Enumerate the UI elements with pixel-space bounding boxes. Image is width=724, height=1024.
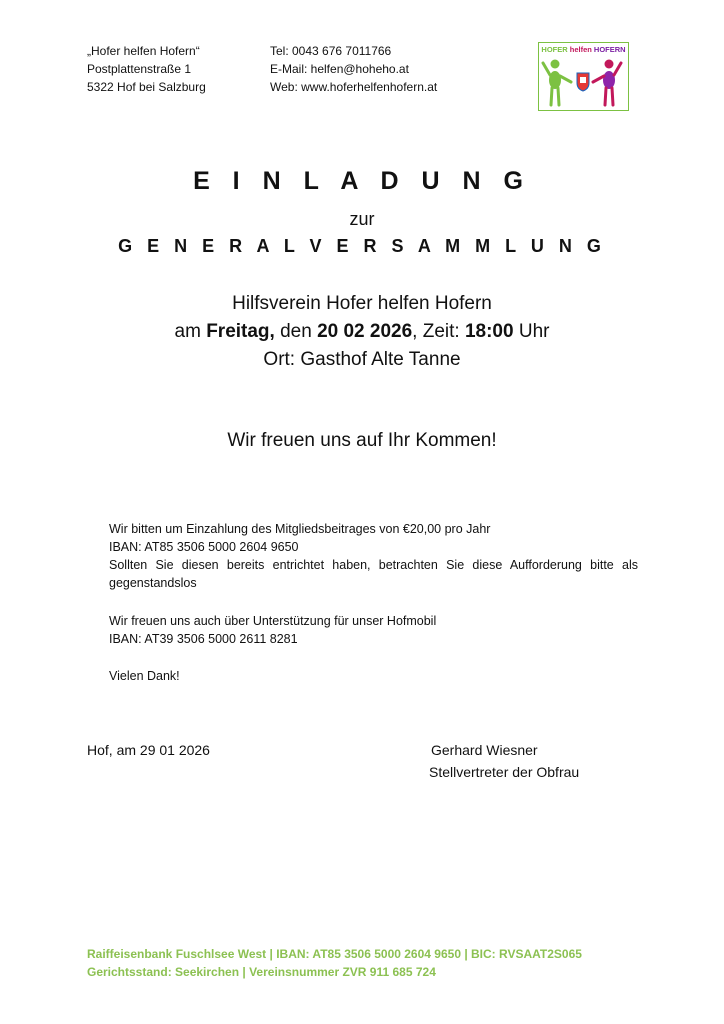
association-logo — [538, 42, 629, 111]
footer-bank-details: Raiffeisenbank Fuschlsee West | IBAN: AT85 3506 5000 2604 9650 | BIC: RVSAAT2S065 — [87, 947, 582, 961]
sender-address — [87, 42, 206, 96]
donation-iban: IBAN: AT39 3506 5000 2611 8281 — [109, 632, 298, 646]
logo-wordmark: HOFER helfen HOFERN — [541, 45, 626, 54]
people-figures-icon — [539, 55, 627, 111]
contact-phone: Tel: 0043 676 7011766 — [270, 44, 392, 58]
fee-request: Wir bitten um Einzahlung des Mitgliedsbeitrages von €20,00 pro Jahr — [109, 522, 491, 536]
contact-email: E-Mail: helfen@hoheho.at — [270, 62, 409, 76]
footer-registration: Gerichtsstand: Seekirchen | Vereinsnummer ZVR 911 685 724 — [87, 965, 436, 979]
event-location: Ort: Gasthof Alte Tanne — [263, 349, 461, 370]
sender-street: Postplattenstraße 1 — [87, 62, 192, 76]
donation-paragraph — [109, 612, 638, 648]
event-organizer: Hilfsverein Hofer helfen Hofern — [232, 293, 492, 314]
title-connector: zur — [349, 209, 375, 229]
thanks-text: Vielen Dank! — [109, 669, 180, 683]
welcome-message: Wir freuen uns auf Ihr Kommen! — [227, 430, 497, 451]
donation-request: Wir freuen uns auch über Unterstützung für unser Hofmobil — [109, 614, 437, 628]
signatory-name: Gerhard Wiesner — [431, 742, 538, 758]
membership-fee-paragraph — [109, 520, 638, 592]
fee-note: Sollten Sie diesen bereits entrichtet haben, betrachten Sie diese Aufforderung bitte als gegenstandslos — [109, 558, 638, 590]
sender-name: „Hofer helfen Hofern“ — [87, 44, 200, 58]
sender-city: 5322 Hof bei Salzburg — [87, 80, 206, 94]
document-title: E I N L A D U N G — [193, 167, 531, 195]
place-date: Hof, am 29 01 2026 — [87, 742, 210, 758]
sender-contact — [270, 42, 437, 96]
contact-web: Web: www.hoferhelfenhofern.at — [270, 80, 438, 94]
signatory-role: Stellvertreter der Obfrau — [429, 764, 580, 780]
fee-iban: IBAN: AT85 3506 5000 2604 9650 — [109, 540, 299, 554]
document-subtitle: G E N E R A L V E R S A M M L U N G — [118, 236, 606, 256]
event-datetime: am Freitag, den 20 02 2026, Zeit: 18:00 Uhr — [174, 321, 550, 342]
